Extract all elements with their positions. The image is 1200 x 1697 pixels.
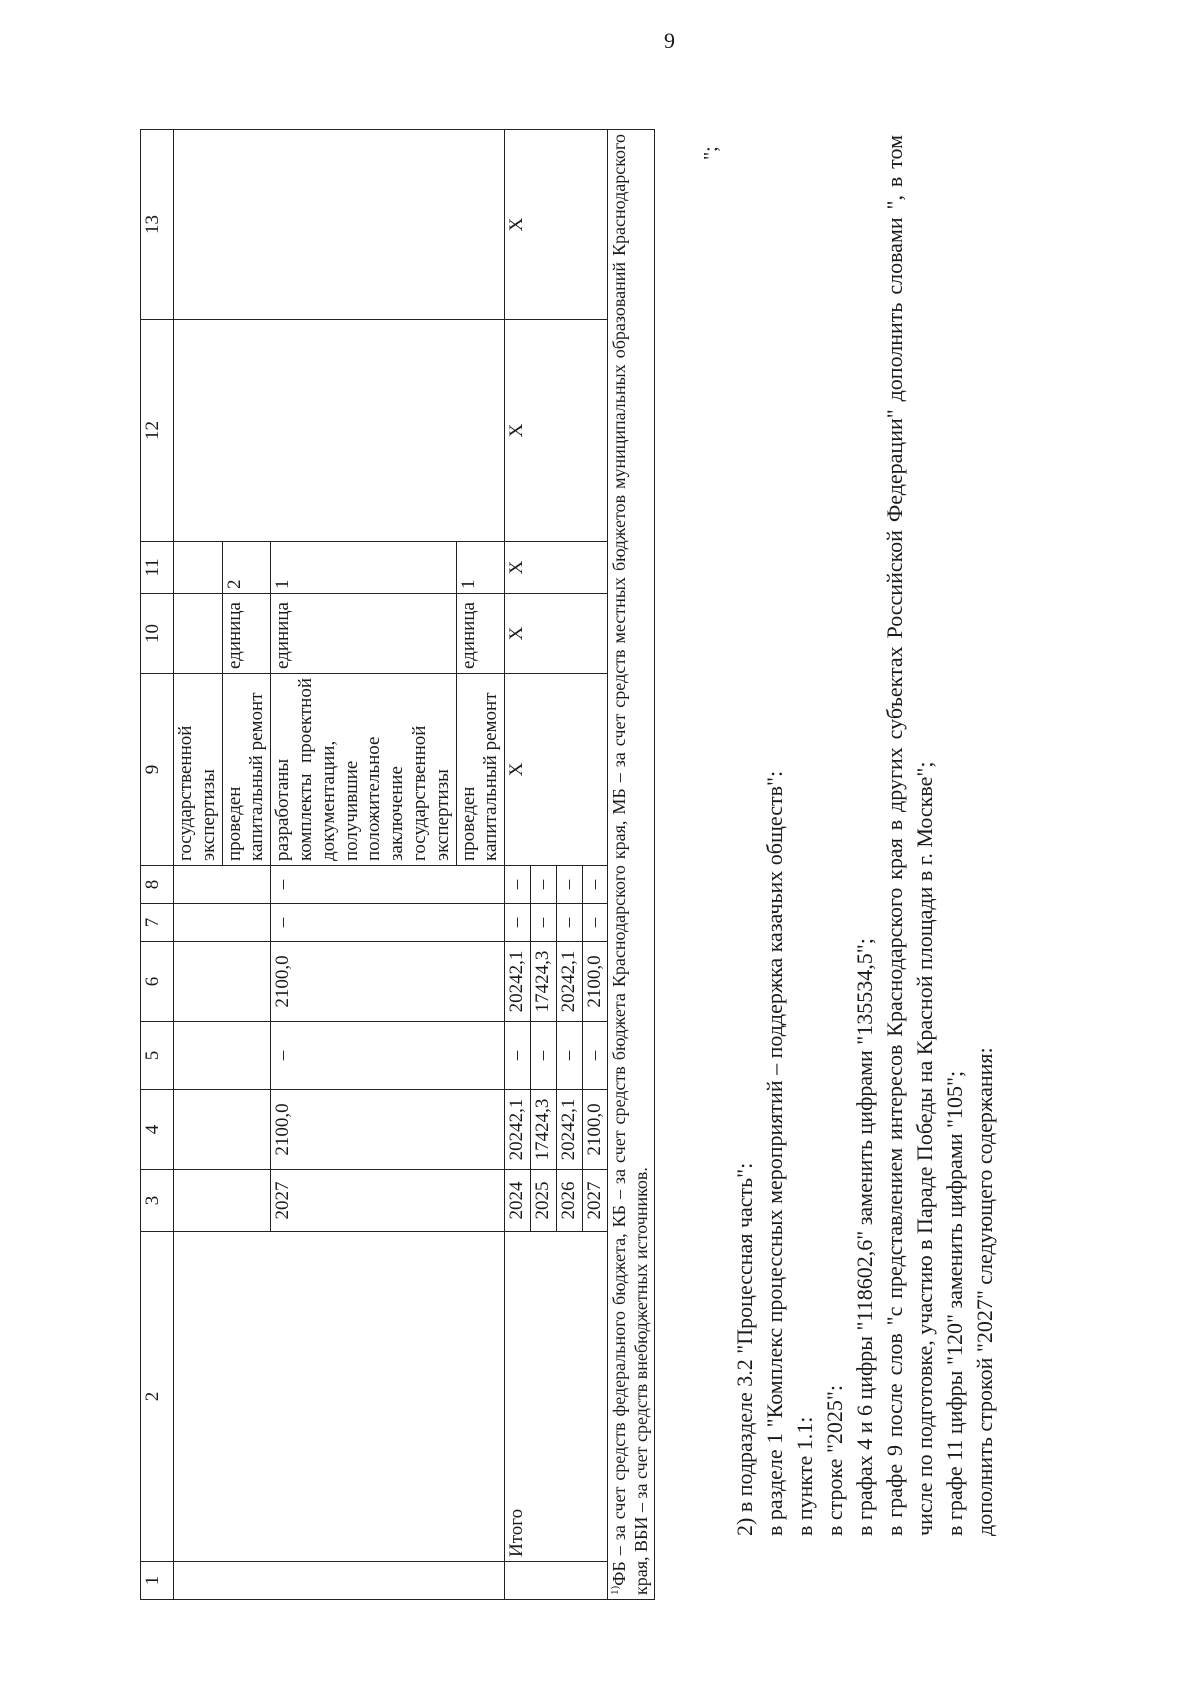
footnote-text: ФБ – за счет средств федерального бюджета, КБ – за счет средств бюджета Краснодарского края, МБ – за счет средств местных бюджетов муниципальных образований Краснодарского края, ВБИ – за счет средств внебюджетных источников. xyxy=(609,134,651,1595)
table-cell: – xyxy=(530,904,556,942)
table-cell: 1 xyxy=(456,542,505,594)
table-cell: – xyxy=(505,904,531,942)
table-cell: 2100,0 xyxy=(582,942,608,1022)
table-cell: Х xyxy=(505,320,608,542)
rotated-content xyxy=(140,40,1200,1600)
table-cell: проведен капитальный ремонт xyxy=(222,674,271,866)
table-cell: – xyxy=(271,904,505,942)
footnote-cell xyxy=(608,130,654,1600)
header-cell: 12 xyxy=(141,320,174,542)
table-cell xyxy=(174,1170,271,1232)
table-cell: 2100,0 xyxy=(271,1090,505,1170)
table-cell: Х xyxy=(505,542,608,594)
table-cell: – xyxy=(530,1022,556,1090)
year-cell: 2025 xyxy=(530,1170,556,1232)
table-cell xyxy=(174,320,505,542)
header-cell: 7 xyxy=(141,904,174,942)
header-cell: 5 xyxy=(141,1022,174,1090)
closing-quote: "; xyxy=(700,146,722,160)
paragraph: в графах 4 и 6 цифры "118602,6" заменить цифрами "135534,5"; xyxy=(852,938,877,1536)
header-cell: 8 xyxy=(141,866,174,904)
table-cell xyxy=(174,594,223,674)
page-number: 9 xyxy=(664,28,675,53)
table-cell: – xyxy=(556,904,582,942)
header-cell: 2 xyxy=(141,1232,174,1562)
table-cell: 2 xyxy=(222,542,271,594)
table-cell: единица xyxy=(222,594,271,674)
table-cell: – xyxy=(271,1022,505,1090)
footnote-row xyxy=(608,130,654,1600)
table-cell xyxy=(174,1562,505,1600)
table-cell: 20242,1 xyxy=(556,942,582,1022)
table-cell: – xyxy=(530,866,556,904)
paragraph: в графе 11 цифры "120" заменить цифрами "105"; xyxy=(942,1070,967,1536)
table-row xyxy=(174,130,223,1600)
table-cell: – xyxy=(271,866,505,904)
table-cell: – xyxy=(505,866,531,904)
table-cell xyxy=(505,1562,608,1600)
table-cell: 1 xyxy=(271,542,456,594)
table-cell: 20242,1 xyxy=(505,1090,531,1170)
header-cell: 4 xyxy=(141,1090,174,1170)
table-cell: 17424,3 xyxy=(530,942,556,1022)
table-cell xyxy=(174,1232,505,1562)
table-cell: – xyxy=(556,1022,582,1090)
paragraph: в строке "2025": xyxy=(822,1384,847,1536)
header-cell: 1 xyxy=(141,1562,174,1600)
year-cell: 2024 xyxy=(505,1170,531,1232)
header-cell: 6 xyxy=(141,942,174,1022)
table-cell: государственной экспертизы xyxy=(174,674,223,866)
table-cell: проведен капитальный ремонт xyxy=(456,674,505,866)
paragraph: дополнить строкой "2027" следующего содержания: xyxy=(972,1047,997,1536)
paragraph: в разделе 1 "Комплекс процессных мероприятий – поддержка казачьих обществ": xyxy=(762,770,787,1536)
year-cell: 2026 xyxy=(556,1170,582,1232)
paragraph: в графе 9 после слов "с представлением интересов Краснодарского края в других субъектах Российской Федерации" дополнить словами ", в том числе по подготовке, участию в Параде Победы на Красной площади в г. Москве"; xyxy=(882,135,937,1536)
table-cell: 20242,1 xyxy=(505,942,531,1022)
table-cell: – xyxy=(582,866,608,904)
year-cell: 2027 xyxy=(271,1170,505,1232)
table-cell: – xyxy=(582,904,608,942)
year-cell: 2027 xyxy=(582,1170,608,1232)
total-label: Итого xyxy=(505,1232,608,1562)
header-cell: 13 xyxy=(141,130,174,320)
table-cell: 2100,0 xyxy=(582,1090,608,1170)
table-cell xyxy=(174,1090,271,1170)
header-cell: 9 xyxy=(141,674,174,866)
table-cell: 2100,0 xyxy=(271,942,505,1022)
table-cell xyxy=(174,866,271,904)
table-cell: единица xyxy=(271,594,456,674)
paragraph: в пункте 1.1: xyxy=(792,1416,817,1536)
program-table xyxy=(140,129,655,1600)
table-header-row xyxy=(141,130,174,1600)
amendment-text xyxy=(730,135,1000,1600)
table-cell xyxy=(174,130,505,320)
header-cell: 11 xyxy=(141,542,174,594)
table-cell: Х xyxy=(505,130,608,320)
total-row xyxy=(505,130,531,1600)
header-cell: 10 xyxy=(141,594,174,674)
table-cell xyxy=(174,904,271,942)
table-cell: 17424,3 xyxy=(530,1090,556,1170)
table-cell: – xyxy=(556,866,582,904)
table-cell: единица xyxy=(456,594,505,674)
footnote-mark: 1) xyxy=(609,1585,622,1595)
table-cell xyxy=(174,942,271,1022)
table-cell: 20242,1 xyxy=(556,1090,582,1170)
table-cell: – xyxy=(505,1022,531,1090)
table-cell xyxy=(174,1022,271,1090)
header-cell: 3 xyxy=(141,1170,174,1232)
table-cell: разработаны комплекты проектной документации, получившие положительное заключение государственной экспертизы xyxy=(271,674,456,866)
table-cell xyxy=(174,542,223,594)
table-cell: Х xyxy=(505,594,608,674)
table-cell: – xyxy=(582,1022,608,1090)
paragraph: 2) в подразделе 3.2 "Процессная часть": xyxy=(732,1162,757,1536)
table-cell: Х xyxy=(505,674,608,866)
